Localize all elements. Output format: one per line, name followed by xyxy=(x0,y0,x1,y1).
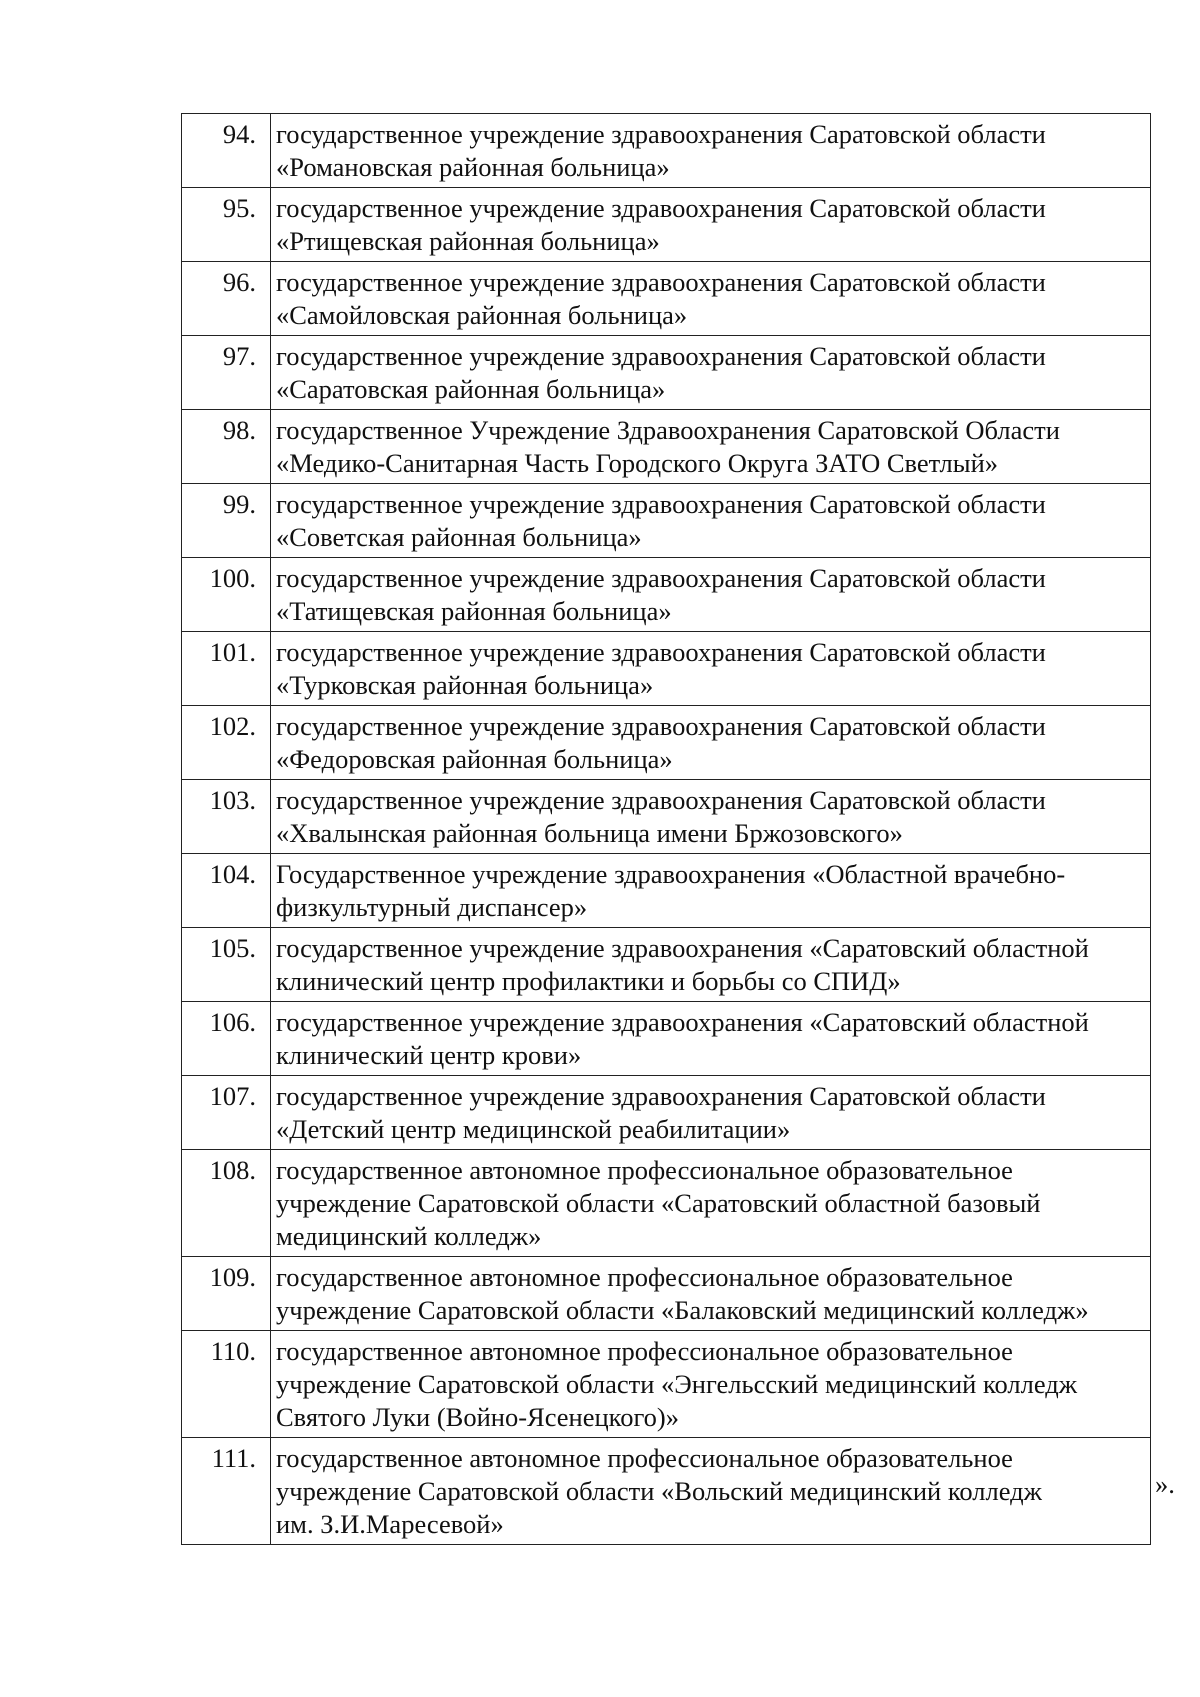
institution-name xyxy=(271,1076,1151,1150)
table-row xyxy=(182,188,1151,262)
institution-name-line: государственное учреждение здравоохранения «Саратовский областной xyxy=(276,933,1089,963)
row-number: 96. xyxy=(182,262,271,336)
institution-name xyxy=(271,410,1151,484)
institution-name-line: государственное учреждение здравоохранения Саратовской области xyxy=(276,563,1046,593)
table-row xyxy=(182,262,1151,336)
row-number: 109. xyxy=(182,1257,271,1331)
table-row xyxy=(182,1438,1151,1545)
row-number: 102. xyxy=(182,706,271,780)
institution-name-line: клинический центр профилактики и борьбы со СПИД» xyxy=(276,966,901,996)
row-number: 110. xyxy=(182,1331,271,1438)
row-number: 103. xyxy=(182,780,271,854)
institution-name-line: государственное учреждение здравоохранения Саратовской области xyxy=(276,193,1046,223)
institution-name-line: государственное учреждение здравоохранения Саратовской области xyxy=(276,637,1046,667)
institution-name xyxy=(271,262,1151,336)
row-number: 99. xyxy=(182,484,271,558)
row-number: 94. xyxy=(182,114,271,188)
institution-name-line: государственное автономное профессиональное образовательное xyxy=(276,1336,1013,1366)
table-row xyxy=(182,1331,1151,1438)
table-row xyxy=(182,706,1151,780)
institution-name-line: государственное учреждение здравоохранения Саратовской области xyxy=(276,119,1046,149)
institution-name-line: физкультурный диспансер» xyxy=(276,892,588,922)
institution-name-line: «Ртищевская районная больница» xyxy=(276,226,660,256)
row-number: 101. xyxy=(182,632,271,706)
closing-quote: ». xyxy=(1155,1469,1175,1499)
table-row xyxy=(182,854,1151,928)
institution-name xyxy=(271,558,1151,632)
institution-name-line: учреждение Саратовской области «Вольский медицинский колледж xyxy=(276,1476,1042,1506)
institution-name-line: государственное Учреждение Здравоохранения Саратовской Области xyxy=(276,415,1060,445)
institution-name-line: государственное автономное профессиональное образовательное xyxy=(276,1262,1013,1292)
institution-name-line: государственное учреждение здравоохранения Саратовской области xyxy=(276,785,1046,815)
institution-name xyxy=(271,336,1151,410)
institution-name-line: государственное учреждение здравоохранения «Саратовский областной xyxy=(276,1007,1089,1037)
institution-name xyxy=(271,706,1151,780)
row-number: 95. xyxy=(182,188,271,262)
row-number: 107. xyxy=(182,1076,271,1150)
institution-name-line: Святого Луки (Войно-Ясенецкого)» xyxy=(276,1402,679,1432)
row-number: 98. xyxy=(182,410,271,484)
institution-name-line: клинический центр крови» xyxy=(276,1040,582,1070)
institution-name-line: государственное учреждение здравоохранения Саратовской области xyxy=(276,267,1046,297)
row-number: 108. xyxy=(182,1150,271,1257)
institution-name xyxy=(271,188,1151,262)
institution-name-line: «Романовская районная больница» xyxy=(276,152,670,182)
institution-name xyxy=(271,780,1151,854)
institutions-table-body xyxy=(182,114,1151,1545)
table-row xyxy=(182,558,1151,632)
institution-name-line: учреждение Саратовской области «Саратовский областной базовый xyxy=(276,1188,1041,1218)
institution-name-line: «Детский центр медицинской реабилитации» xyxy=(276,1114,791,1144)
institution-name-line: «Самойловская районная больница» xyxy=(276,300,688,330)
institution-name-line: государственное автономное профессиональное образовательное xyxy=(276,1155,1013,1185)
row-number: 111. xyxy=(182,1438,271,1545)
table-row xyxy=(182,410,1151,484)
institution-name-line: учреждение Саратовской области «Балаковский медицинский колледж» xyxy=(276,1295,1089,1325)
table-row xyxy=(182,780,1151,854)
institution-name xyxy=(271,1438,1151,1545)
table-row xyxy=(182,1002,1151,1076)
table-row xyxy=(182,336,1151,410)
institution-name xyxy=(271,928,1151,1002)
institutions-table xyxy=(181,113,1151,1545)
institution-name xyxy=(271,1002,1151,1076)
institution-name-line: учреждение Саратовской области «Энгельсский медицинский колледж xyxy=(276,1369,1078,1399)
institution-name-line: «Медико-Санитарная Часть Городского Округа ЗАТО Светлый» xyxy=(276,448,999,478)
table-row xyxy=(182,1150,1151,1257)
institution-name-line: «Турковская районная больница» xyxy=(276,670,654,700)
institution-name-line: медицинский колледж» xyxy=(276,1221,542,1251)
table-row xyxy=(182,484,1151,558)
row-number: 97. xyxy=(182,336,271,410)
institution-name-line: государственное учреждение здравоохранения Саратовской области xyxy=(276,489,1046,519)
table-row xyxy=(182,632,1151,706)
table-row xyxy=(182,1076,1151,1150)
institution-name-line: «Татищевская районная больница» xyxy=(276,596,672,626)
institution-name-line: государственное автономное профессиональное образовательное xyxy=(276,1443,1013,1473)
table-row xyxy=(182,928,1151,1002)
institution-name xyxy=(271,1257,1151,1331)
row-number: 100. xyxy=(182,558,271,632)
row-number: 106. xyxy=(182,1002,271,1076)
institution-name-line: «Саратовская районная больница» xyxy=(276,374,666,404)
institution-name-line: «Хвалынская районная больница имени Бржозовского» xyxy=(276,818,903,848)
row-number: 104. xyxy=(182,854,271,928)
institution-name-line: государственное учреждение здравоохранения Саратовской области xyxy=(276,711,1046,741)
institution-name-line: им. З.И.Маресевой» xyxy=(276,1509,504,1539)
institution-name-line: «Федоровская районная больница» xyxy=(276,744,673,774)
row-number: 105. xyxy=(182,928,271,1002)
institution-name-line: Государственное учреждение здравоохранения «Областной врачебно- xyxy=(276,859,1066,889)
institution-name xyxy=(271,854,1151,928)
institution-name xyxy=(271,114,1151,188)
institution-name-line: «Советская районная больница» xyxy=(276,522,642,552)
institution-name xyxy=(271,1150,1151,1257)
institution-name xyxy=(271,484,1151,558)
table-row xyxy=(182,114,1151,188)
table-row xyxy=(182,1257,1151,1331)
institution-name-line: государственное учреждение здравоохранения Саратовской области xyxy=(276,341,1046,371)
institution-name xyxy=(271,632,1151,706)
institution-name xyxy=(271,1331,1151,1438)
institution-name-line: государственное учреждение здравоохранения Саратовской области xyxy=(276,1081,1046,1111)
